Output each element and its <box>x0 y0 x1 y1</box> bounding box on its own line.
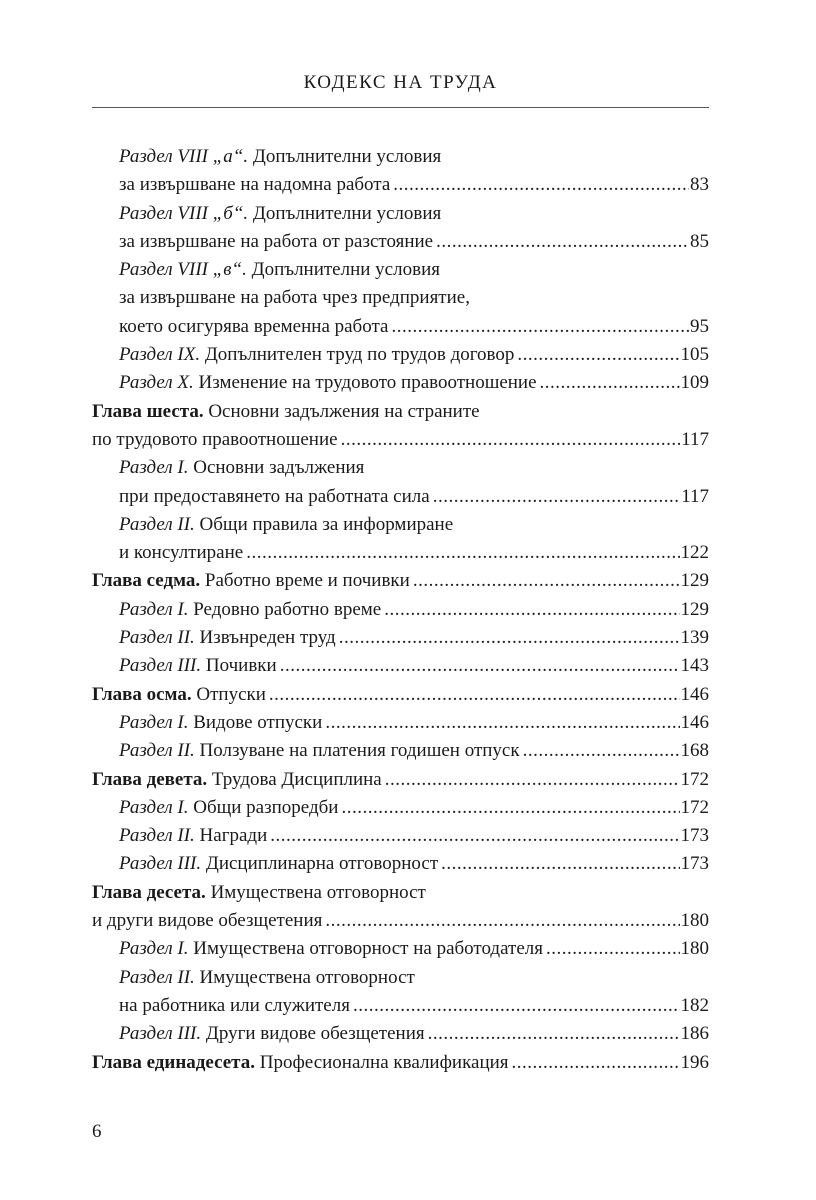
toc-chapter-prefix: Глава единадесета. <box>92 1051 255 1073</box>
toc-entry-label <box>119 369 537 397</box>
toc-entry-text: Имуществена отговорност <box>210 881 426 903</box>
toc-entry-label <box>119 652 277 680</box>
toc-entry-label <box>92 426 338 454</box>
toc-entry <box>92 879 709 907</box>
toc-page-number: 85 <box>690 230 709 252</box>
toc-entry-label <box>119 171 390 199</box>
toc-page-number: 143 <box>680 655 709 677</box>
toc-entry <box>92 341 709 369</box>
dot-leader <box>514 341 679 369</box>
toc-entry <box>92 596 709 624</box>
toc-section-prefix: Раздел III. <box>119 1023 202 1045</box>
toc-page-number: 168 <box>680 740 709 762</box>
toc-page-number: 117 <box>681 485 709 507</box>
toc-page-number: 139 <box>680 627 709 649</box>
dot-leader <box>438 850 679 878</box>
toc-entry <box>92 766 709 794</box>
toc-entry-label <box>119 256 440 284</box>
toc-entry <box>92 171 709 199</box>
toc-entry <box>92 737 709 765</box>
toc-section-prefix: Раздел III. <box>119 853 202 875</box>
toc-entry-label <box>119 341 514 369</box>
toc-page-number: 146 <box>680 711 709 733</box>
table-of-contents <box>92 143 709 1077</box>
toc-page-number: 117 <box>681 428 709 450</box>
toc-page-number: 186 <box>680 1023 709 1045</box>
toc-chapter-prefix: Глава десета. <box>92 881 206 903</box>
toc-entry-label <box>92 907 322 935</box>
toc-page-number: 95 <box>690 315 709 337</box>
toc-entry-label <box>119 794 338 822</box>
toc-entry <box>92 284 709 312</box>
toc-entry-label <box>119 822 267 850</box>
toc-chapter-prefix: Глава осма. <box>92 683 192 705</box>
dot-leader <box>390 171 689 199</box>
toc-entry-text: Общи правила за информиране <box>199 513 454 535</box>
toc-entry <box>92 398 709 426</box>
toc-entry-label <box>92 681 266 709</box>
toc-entry <box>92 850 709 878</box>
toc-page-number: 146 <box>680 683 709 705</box>
dot-leader <box>322 907 679 935</box>
toc-entry-text: Ползуване на платения годишен отпуск <box>199 740 520 762</box>
toc-entry-label <box>92 1049 509 1077</box>
toc-entry-text: Отпуски <box>196 683 266 705</box>
dot-leader <box>543 935 680 963</box>
dot-leader <box>382 766 680 794</box>
toc-entry <box>92 143 709 171</box>
toc-entry-text: Основни задължения на страните <box>208 400 480 422</box>
toc-entry <box>92 511 709 539</box>
toc-entry-text: Общи разпоредби <box>193 796 339 818</box>
toc-section-prefix: Раздел I. <box>119 938 189 960</box>
dot-leader <box>509 1049 680 1077</box>
toc-entry-text: Почивки <box>205 655 277 677</box>
toc-entry-text: при предоставянето на работната сила <box>119 485 430 507</box>
dot-leader <box>277 652 680 680</box>
toc-entry <box>92 822 709 850</box>
toc-section-prefix: Раздел VIII „а“. <box>119 146 249 167</box>
toc-entry <box>92 709 709 737</box>
dot-leader <box>430 483 681 511</box>
toc-entry-label <box>119 539 243 567</box>
toc-entry <box>92 1049 709 1077</box>
toc-entry <box>92 228 709 256</box>
toc-entry <box>92 624 709 652</box>
toc-entry <box>92 1020 709 1048</box>
toc-entry <box>92 794 709 822</box>
toc-entry-text: за извършване на работа от разстояние <box>119 230 434 252</box>
toc-page-number: 182 <box>680 994 709 1016</box>
toc-section-prefix: Раздел II. <box>119 825 195 847</box>
toc-entry-label <box>119 964 415 992</box>
toc-page-number: 109 <box>680 372 709 394</box>
toc-entry-text: Допълнителен труд по трудов договор <box>204 344 515 366</box>
toc-page-number: 172 <box>680 796 709 818</box>
toc-section-prefix: Раздел I. <box>119 796 189 818</box>
toc-entry <box>92 369 709 397</box>
toc-section-prefix: Раздел I. <box>119 457 189 479</box>
toc-section-prefix: Раздел II. <box>119 966 195 988</box>
dot-leader <box>336 624 680 652</box>
toc-section-prefix: Раздел X. <box>119 372 194 394</box>
toc-entry <box>92 483 709 511</box>
header-rule <box>92 107 709 108</box>
dot-leader <box>388 313 689 341</box>
toc-entry-label <box>119 737 520 765</box>
toc-entry <box>92 200 709 228</box>
toc-entry-text: Дисциплинарна отговорност <box>205 853 439 875</box>
toc-entry-label <box>92 567 410 595</box>
toc-section-prefix: Раздел III. <box>119 655 202 677</box>
toc-entry-text: Други видове обезщетения <box>205 1023 425 1045</box>
toc-page-number: 172 <box>680 768 709 790</box>
toc-entry-label <box>119 284 470 312</box>
toc-entry-label <box>119 935 543 963</box>
toc-page-number: 105 <box>680 344 709 366</box>
dot-leader <box>410 567 680 595</box>
toc-page-number: 180 <box>680 910 709 932</box>
toc-page-number: 173 <box>680 825 709 847</box>
toc-entry-label <box>119 454 364 482</box>
toc-entry-label <box>119 596 381 624</box>
dot-leader <box>520 737 680 765</box>
page-number: 6 <box>92 1121 102 1142</box>
toc-entry-label <box>119 511 453 539</box>
toc-page-number: 180 <box>680 938 709 960</box>
toc-entry-text: Основни задължения <box>193 457 365 479</box>
toc-entry-text: Допълнителни условия <box>252 202 442 224</box>
toc-entry-label <box>119 483 430 511</box>
toc-entry-text: Редовно работно време <box>193 598 382 620</box>
dot-leader <box>350 992 680 1020</box>
toc-entry-text: Имуществена отговорност на работодателя <box>193 938 543 960</box>
toc-page-number: 83 <box>690 174 709 196</box>
dot-leader <box>322 709 679 737</box>
toc-entry-text: Изменение на трудовото правоотношение <box>198 372 537 394</box>
toc-entry-label <box>92 398 480 426</box>
toc-entry-label <box>119 228 433 256</box>
dot-leader <box>243 539 679 567</box>
toc-entry-text: което осигурява временна работа <box>119 315 389 337</box>
toc-entry-label <box>119 1020 425 1048</box>
toc-entry-label <box>92 879 426 907</box>
toc-entry-text: Награди <box>199 825 268 847</box>
toc-entry-text: Имуществена отговорност <box>199 966 415 988</box>
toc-entry <box>92 426 709 454</box>
toc-entry <box>92 964 709 992</box>
toc-entry <box>92 652 709 680</box>
dot-leader <box>433 228 689 256</box>
toc-entry-text: Извънреден труд <box>199 627 336 649</box>
toc-section-prefix: Раздел IX. <box>119 344 201 366</box>
dot-leader <box>381 596 679 624</box>
toc-entry-text: Допълнителни условия <box>252 146 442 167</box>
toc-entry <box>92 454 709 482</box>
toc-entry-text: Работно време и почивки <box>204 570 410 592</box>
toc-entry <box>92 539 709 567</box>
toc-section-prefix: Раздел VIII „в“. <box>119 259 247 281</box>
toc-entry-label <box>119 143 441 171</box>
toc-page-number: 129 <box>680 598 709 620</box>
toc-entry <box>92 567 709 595</box>
toc-section-prefix: Раздел VIII „б“. <box>119 202 249 224</box>
dot-leader <box>267 822 679 850</box>
toc-entry-label <box>119 709 322 737</box>
toc-entry-text: на работника или служителя <box>119 994 350 1016</box>
toc-page-number: 129 <box>680 570 709 592</box>
toc-entry-text: Видове отпуски <box>193 711 323 733</box>
toc-entry-label <box>119 313 388 341</box>
toc-entry <box>92 992 709 1020</box>
toc-chapter-prefix: Глава седма. <box>92 570 201 592</box>
toc-chapter-prefix: Глава девета. <box>92 768 208 790</box>
running-header: КОДЕКС НА ТРУДА <box>303 72 498 93</box>
toc-entry-text: за извършване на работа чрез предприятие, <box>119 287 470 309</box>
toc-entry-label <box>119 992 350 1020</box>
toc-entry <box>92 256 709 284</box>
toc-section-prefix: Раздел II. <box>119 627 195 649</box>
toc-entry <box>92 935 709 963</box>
toc-section-prefix: Раздел II. <box>119 740 195 762</box>
toc-page-number: 122 <box>680 542 709 564</box>
toc-entry-text: Професионална квалификация <box>259 1051 509 1073</box>
dot-leader <box>537 369 680 397</box>
toc-entry-label <box>92 766 382 794</box>
toc-entry <box>92 313 709 341</box>
dot-leader <box>338 794 679 822</box>
toc-entry-text: по трудовото правоотношение <box>92 428 338 450</box>
toc-entry <box>92 907 709 935</box>
toc-page-number: 173 <box>680 853 709 875</box>
dot-leader <box>425 1020 680 1048</box>
toc-entry <box>92 681 709 709</box>
toc-entry-text: Трудова Дисциплина <box>211 768 382 790</box>
toc-section-prefix: Раздел II. <box>119 513 195 535</box>
toc-page-number: 196 <box>680 1051 709 1073</box>
toc-section-prefix: Раздел I. <box>119 711 189 733</box>
toc-entry-text: Допълнителни условия <box>251 259 440 281</box>
toc-entry-label <box>119 850 438 878</box>
toc-entry-text: за извършване на надомна работа <box>119 174 391 196</box>
toc-entry-label <box>119 200 441 228</box>
toc-entry-text: и консултиране <box>119 542 244 564</box>
toc-entry-label <box>119 624 336 652</box>
toc-chapter-prefix: Глава шеста. <box>92 400 204 422</box>
dot-leader <box>266 681 680 709</box>
dot-leader <box>338 426 681 454</box>
toc-entry-text: и други видове обезщетения <box>92 910 323 932</box>
toc-section-prefix: Раздел I. <box>119 598 189 620</box>
